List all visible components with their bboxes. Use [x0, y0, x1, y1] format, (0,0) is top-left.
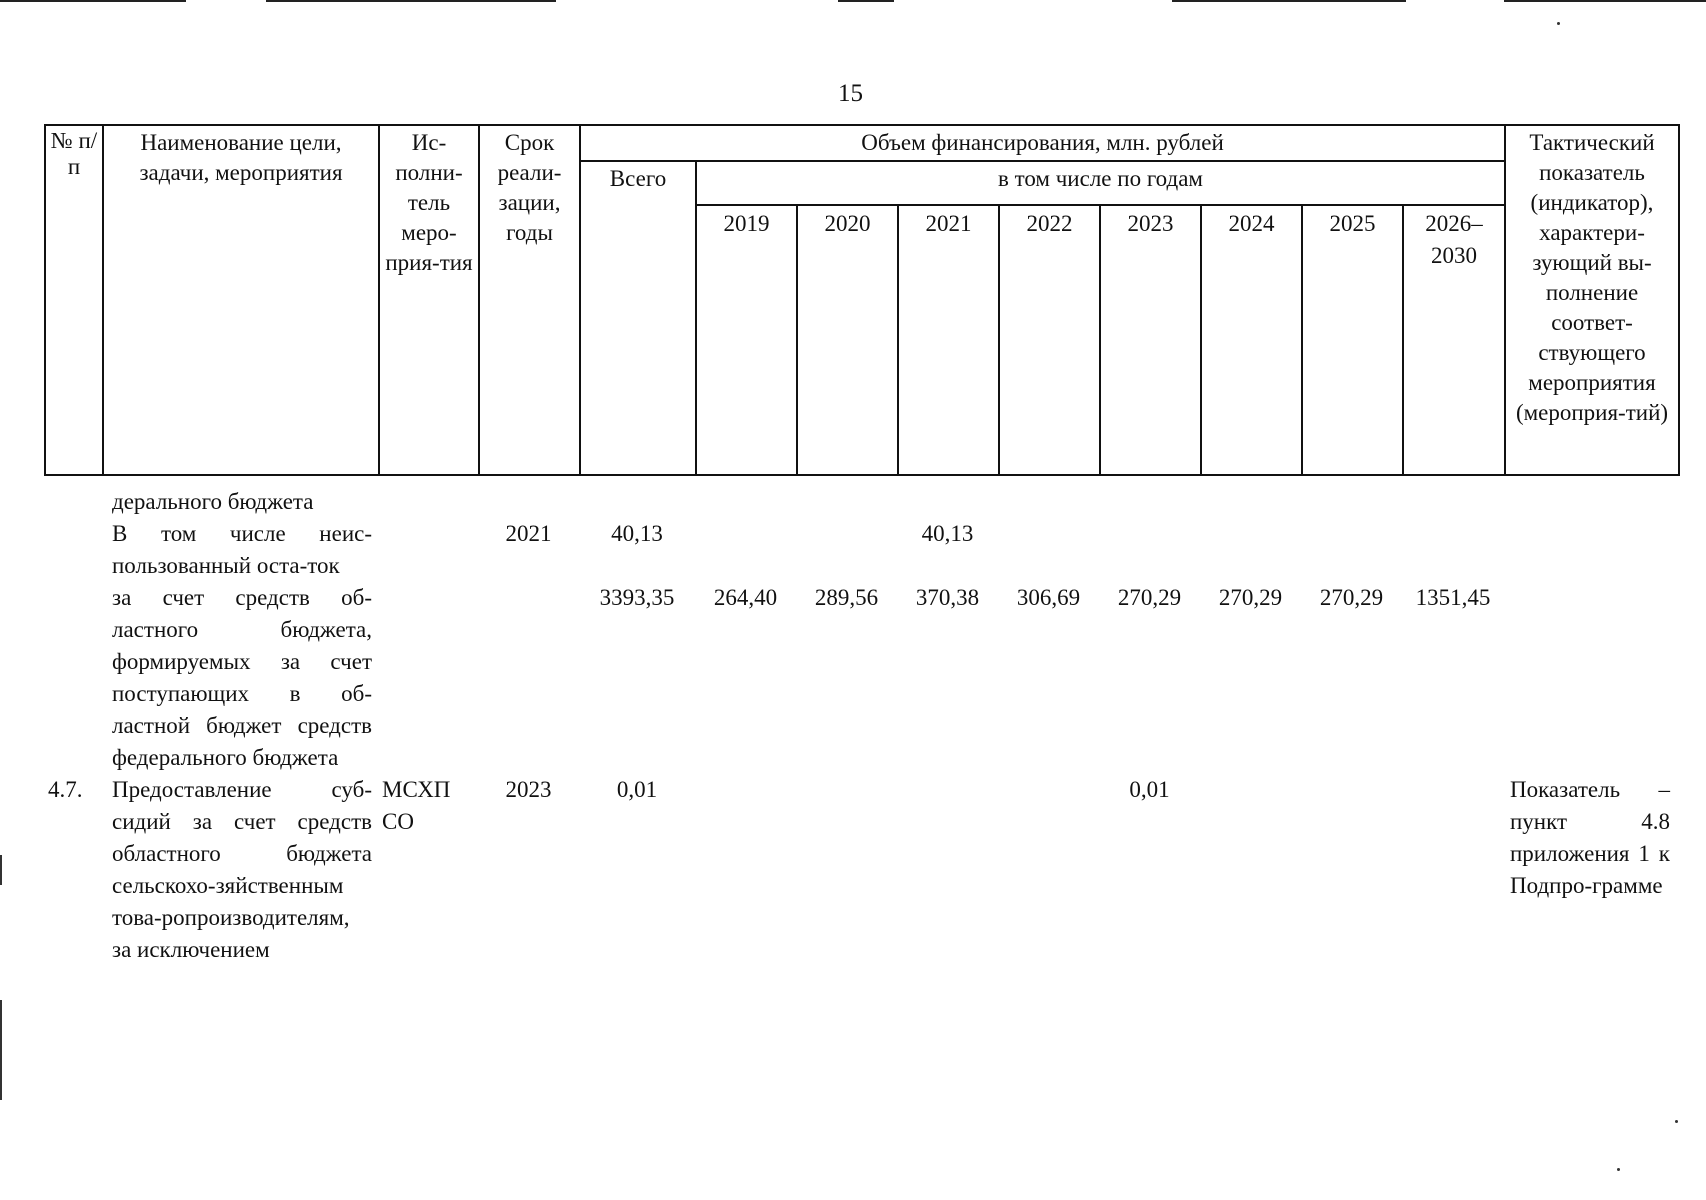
row-year-value: [695, 486, 796, 518]
row-year-value: 40,13: [921, 521, 974, 546]
row-num: [44, 582, 102, 774]
row-indicator: [1504, 582, 1678, 774]
header-term: Срок реали-зации, годы: [479, 125, 580, 475]
header-name: Наименование цели, задачи, мероприятия: [103, 125, 379, 475]
table-body: [44, 486, 1678, 966]
row-total: 3393,35: [599, 585, 675, 610]
row-name: дерального бюджета: [112, 489, 314, 514]
header-num: № п/п: [45, 125, 103, 475]
row-year-value: [695, 518, 796, 582]
header-year: 2019: [696, 205, 797, 475]
row-name: В том числе неис-пользованный оста-ток: [112, 521, 372, 578]
row-num: [44, 486, 102, 518]
row-year-value: [1301, 518, 1402, 582]
row-year-value: [1301, 774, 1402, 966]
row-total: 0,01: [616, 777, 658, 802]
scan-line: [838, 0, 894, 2]
scan-mark: [0, 1000, 2, 1100]
row-year-value: [1200, 774, 1301, 966]
row-year-value: 306,69: [1016, 585, 1081, 610]
row-term: 2023: [505, 777, 552, 802]
header-year: 2022: [999, 205, 1100, 475]
scan-line: [0, 0, 186, 2]
page-number: 15: [838, 80, 863, 107]
row-year-value: [1402, 518, 1504, 582]
row-year-value: [796, 486, 897, 518]
row-year-value: [897, 774, 998, 966]
header-executor: Ис-полни-тель меро-прия-тия: [379, 125, 479, 475]
row-year-value: 270,29: [1218, 585, 1283, 610]
row-year-value: [1200, 518, 1301, 582]
scan-line: [1504, 0, 1706, 2]
table-row: [44, 518, 1678, 582]
header-total: Всего: [580, 161, 696, 475]
row-year-value: [1099, 518, 1200, 582]
row-year-value: [998, 774, 1099, 966]
row-year-value: 289,56: [814, 585, 879, 610]
row-indicator: [1504, 486, 1678, 518]
row-year-value: 270,29: [1117, 585, 1182, 610]
header-financing: Объем финансирования, млн. рублей: [580, 125, 1505, 161]
row-year-value: [1402, 486, 1504, 518]
row-year-value: [796, 518, 897, 582]
row-name: Предоставление суб-сидий за счет средств областного бюджета сельскохо-зяйственным това-ропроизводителям, за исключением: [112, 777, 372, 962]
row-term: [478, 582, 579, 774]
table-row: [44, 582, 1678, 774]
row-executor: [378, 486, 478, 518]
row-year-value: [796, 774, 897, 966]
row-total: 40,13: [611, 521, 663, 546]
row-year-value: [1402, 774, 1504, 966]
header-year: 2026–2030: [1403, 205, 1505, 475]
scan-dot: [1557, 22, 1560, 25]
table-row: [44, 486, 1678, 518]
header-year: 2021: [898, 205, 999, 475]
table-row: [44, 774, 1678, 966]
row-executor: [378, 582, 478, 774]
row-indicator: [1504, 518, 1678, 582]
row-executor: МСХП СО: [382, 777, 451, 834]
header-by-years: в том числе по годам: [696, 161, 1505, 205]
row-indicator: Показатель – пункт 4.8 приложения 1 к Подпро-грамме: [1510, 777, 1670, 898]
row-year-value: [897, 486, 998, 518]
row-year-value: 0,01: [1129, 777, 1170, 802]
header-year: 2023: [1100, 205, 1201, 475]
row-year-value: [998, 518, 1099, 582]
row-term: 2021: [505, 521, 552, 546]
header-year: 2024: [1201, 205, 1302, 475]
row-year-value: 370,38: [915, 585, 980, 610]
row-term: [478, 486, 579, 518]
row-num: 4.7.: [48, 777, 83, 802]
row-year-value: [695, 774, 796, 966]
scan-mark: [0, 855, 2, 885]
row-name: за счет средств об-ластного бюджета, формируемых за счет поступающих в об-ластной бюджет средств федерального бюджета: [112, 585, 372, 770]
row-year-value: [998, 486, 1099, 518]
row-total: [579, 486, 695, 518]
table-header: [44, 124, 1680, 476]
row-year-value: 264,40: [713, 585, 778, 610]
scan-line: [266, 0, 556, 2]
header-indicator: Тактический показатель (индикатор), характери-зующий вы-полнение соответ-ствующего мероприятия (мероприя-тий): [1505, 125, 1679, 475]
row-year-value: 270,29: [1319, 585, 1384, 610]
row-year-value: [1301, 486, 1402, 518]
row-year-value: [1099, 486, 1200, 518]
header-year: 2025: [1302, 205, 1403, 475]
row-year-value: 1351,45: [1415, 585, 1491, 610]
header-year: 2020: [797, 205, 898, 475]
row-year-value: [1200, 486, 1301, 518]
row-executor: [378, 518, 478, 582]
scan-dot: [1617, 1168, 1620, 1171]
scan-dot: [1675, 1120, 1678, 1123]
scan-line: [1172, 0, 1406, 2]
row-num: [44, 518, 102, 582]
